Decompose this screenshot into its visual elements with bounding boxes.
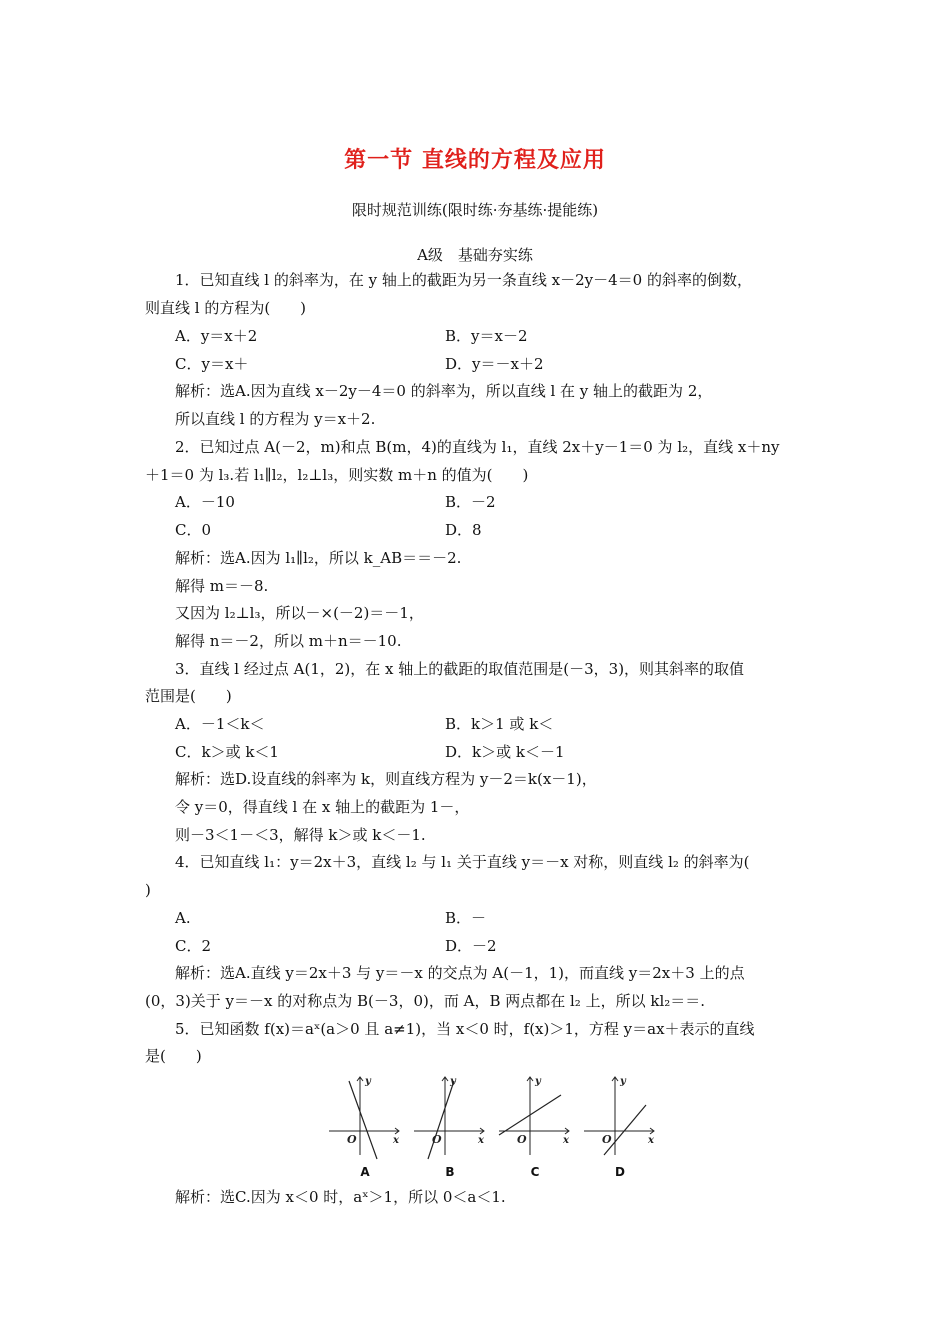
q2-solution-line1: 解析：选A.因为 l₁∥l₂，所以 k_AB＝＝－2.: [175, 549, 462, 567]
q2-stem-line2: ＋1＝0 为 l₃.若 l₁∥l₂，l₂⊥l₃，则实数 m＋n 的值为( ): [145, 466, 529, 484]
origin-label: O: [432, 1133, 442, 1146]
q1-stem-line2: 则直线 l 的方程为( ): [145, 299, 307, 317]
q2-option-b: B．－2: [445, 493, 496, 511]
y-axis-label: y: [535, 1076, 541, 1087]
graph-label-c: C: [530, 1165, 540, 1179]
q4-stem-line2: ): [145, 881, 151, 899]
q3-option-b: B．k＞1 或 k＜: [445, 715, 554, 733]
q1-option-d: D．y＝－x＋2: [445, 355, 544, 373]
y-axis-label: y: [620, 1076, 626, 1087]
graph-option-a: [325, 1073, 405, 1183]
q4-option-d: D．－2: [445, 937, 497, 955]
q4-option-b: B．－: [445, 909, 487, 927]
q4-option-a: A.: [175, 909, 191, 927]
q1-option-a: A．y＝x＋2: [175, 327, 258, 345]
x-axis-label: x: [393, 1135, 399, 1146]
q5-stem-line2: 是( ): [145, 1047, 202, 1065]
q4-stem-line1: 4．已知直线 l₁：y＝2x＋3，直线 l₂ 与 l₁ 关于直线 y＝－x 对称，则直线 l₂ 的斜率为(: [175, 853, 750, 871]
q3-solution-line2: 令 y＝0，得直线 l 在 x 轴上的截距为 1－，: [175, 798, 470, 816]
x-axis-label: x: [478, 1135, 484, 1146]
q3-option-d: D．k＞或 k＜－1: [445, 743, 565, 761]
q3-stem-line2: 范围是( ): [145, 687, 232, 705]
q5-solution-line1: 解析：选C.因为 x＜0 时，aˣ＞1，所以 0＜a＜1.: [175, 1188, 506, 1206]
q5-option-graphs: [325, 1073, 665, 1183]
q2-solution-line4: 解得 n＝－2，所以 m＋n＝－10.: [175, 632, 402, 650]
x-axis-label: x: [648, 1135, 654, 1146]
origin-label: O: [602, 1133, 612, 1146]
q3-option-a: A．－1＜k＜: [175, 715, 265, 733]
origin-label: O: [517, 1133, 527, 1146]
q2-stem-line1: 2．已知过点 A(－2，m)和点 B(m，4)的直线为 l₁，直线 2x＋y－1＝0 为 l₂，直线 x＋ny: [175, 438, 780, 456]
q1-option-c: C．y＝x＋: [175, 355, 249, 373]
y-axis-label: y: [450, 1076, 456, 1087]
level-heading: A级 基础夯实练: [417, 246, 533, 264]
q2-solution-line3: 又因为 l₂⊥l₃，所以－×(－2)＝－1，: [175, 604, 424, 622]
q1-stem-line1: 1．已知直线 l 的斜率为，在 y 轴上的截距为另一条直线 x－2y－4＝0 的斜率的倒数，: [175, 271, 752, 289]
x-axis-label: x: [563, 1135, 569, 1146]
origin-label: O: [347, 1133, 357, 1146]
q3-option-c: C．k＞或 k＜1: [175, 743, 279, 761]
exercise-subtitle: 限时规范训练(限时练·夯基练·提能练): [351, 201, 599, 219]
q3-solution-line3: 则－3＜1－＜3，解得 k＞或 k＜－1.: [175, 826, 426, 844]
q4-option-c: C．2: [175, 937, 212, 955]
q3-stem-line1: 3．直线 l 经过点 A(1，2)，在 x 轴上的截距的取值范围是(－3，3)，则其斜率的取值: [175, 660, 745, 678]
graph-label-b: B: [445, 1165, 455, 1179]
graph-label-a: A: [360, 1165, 370, 1179]
q1-option-b: B．y＝x－2: [445, 327, 528, 345]
q4-solution-line1: 解析：选A.直线 y＝2x＋3 与 y＝－x 的交点为 A(－1，1)，而直线 y＝2x＋3 上的点: [175, 964, 745, 982]
q4-solution-line2: (0，3)关于 y＝－x 的对称点为 B(－3，0)，而 A，B 两点都在 l₂ 上，所以 kl₂＝＝.: [145, 992, 706, 1010]
q2-solution-line2: 解得 m＝－8.: [175, 577, 269, 595]
graph-option-c: [495, 1073, 575, 1183]
q2-option-a: A．－10: [175, 493, 235, 511]
graph-option-d: [580, 1073, 660, 1183]
section-title: 第一节 直线的方程及应用: [344, 147, 606, 173]
graph-label-d: D: [615, 1165, 625, 1179]
q1-solution-line2: 所以直线 l 的方程为 y＝x＋2.: [175, 410, 376, 428]
q2-option-d: D．8: [445, 521, 482, 539]
q1-solution-line1: 解析：选A.因为直线 x－2y－4＝0 的斜率为，所以直线 l 在 y 轴上的截距为 2，: [175, 382, 713, 400]
q2-option-c: C．0: [175, 521, 212, 539]
q5-stem-line1: 5．已知函数 f(x)＝aˣ(a＞0 且 a≠1)，当 x＜0 时，f(x)＞1，方程 y＝ax＋表示的直线: [175, 1020, 755, 1038]
graph-option-b: [410, 1073, 490, 1183]
q3-solution-line1: 解析：选D.设直线的斜率为 k，则直线方程为 y－2＝k(x－1)，: [175, 770, 597, 788]
y-axis-label: y: [365, 1076, 371, 1087]
